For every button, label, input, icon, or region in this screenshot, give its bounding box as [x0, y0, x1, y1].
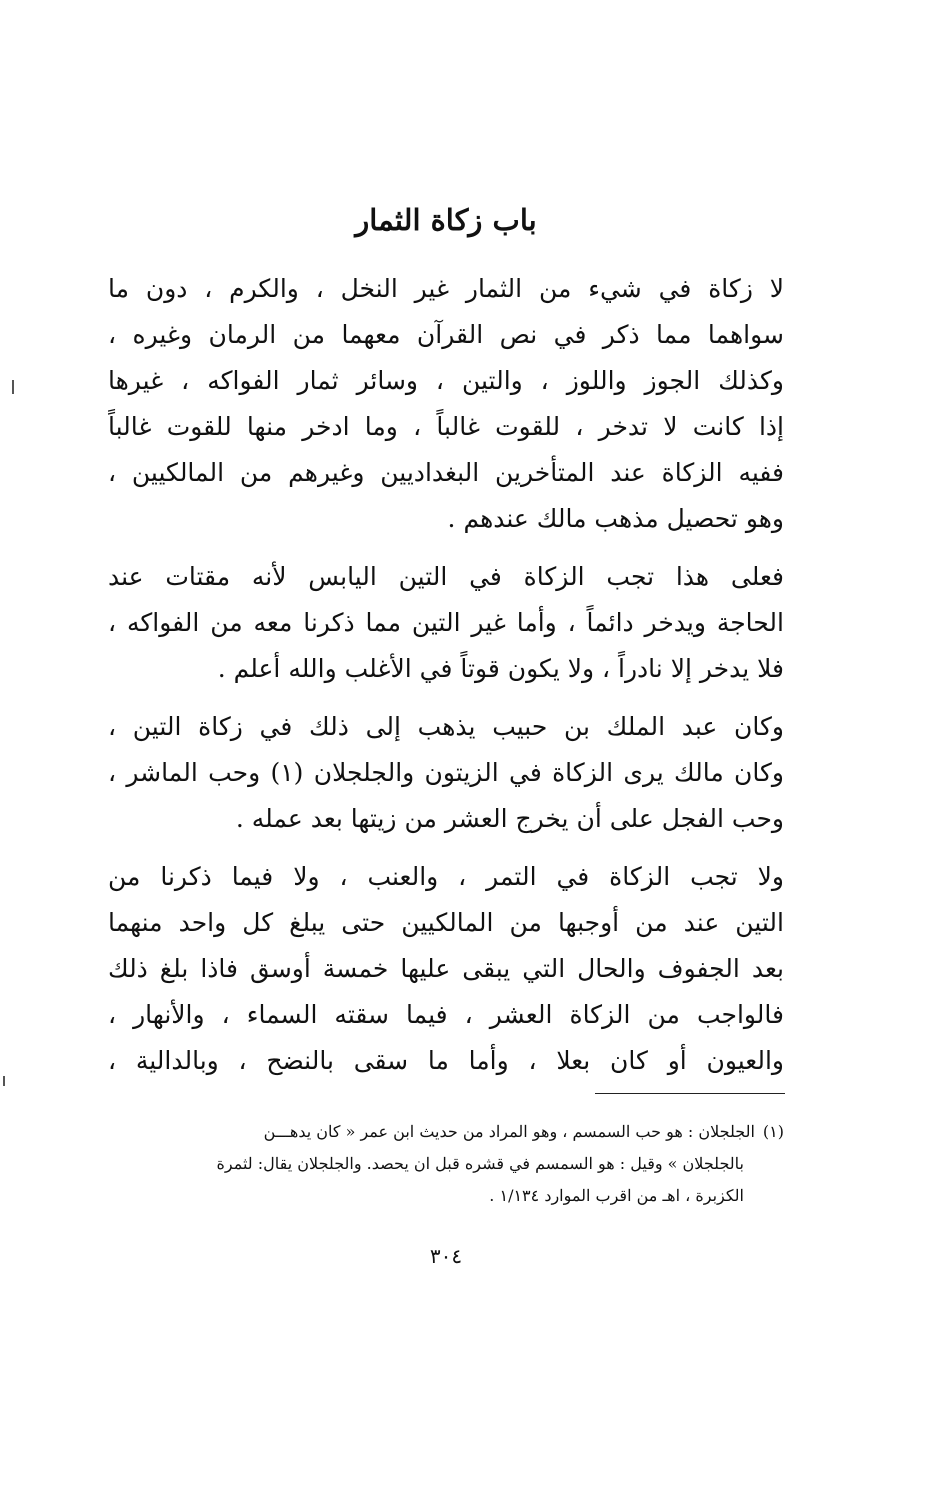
text-line: لا زكاة في شيء من الثمار غير النخل ، والكرم ، دون ما — [108, 274, 784, 303]
text-line: والعيون أو كان بعلا ، وأما ما سقى بالنضح ، وبالدالية ، — [108, 1046, 784, 1075]
chapter-title: باب زكاة الثمار — [355, 203, 537, 237]
footnote-line — [108, 1116, 784, 1148]
footnote-line: الكزبرة ، اهـ من اقرب الموارد ١/١٣٤ . — [489, 1186, 744, 1205]
text-line: الحاجة ويدخر دائماً ، وأما غير التين مما ذكرنا معه من الفواكه ، — [108, 608, 784, 637]
text-line: فالواجب من الزكاة العشر ، فيما سقته السماء ، والأنهار ، — [108, 1000, 784, 1029]
text-line: ولا تجب الزكاة في التمر ، والعنب ، ولا فيما ذكرنا من — [108, 862, 784, 891]
scan-artifact — [3, 1076, 5, 1086]
body-text — [108, 266, 784, 1096]
text-line: وحب الفجل على أن يخرج العشر من زيتها بعد عمله . — [235, 804, 784, 833]
page-number: ٣٠٤ — [429, 1244, 463, 1268]
text-line: سواهما مما ذكر في نص القرآن معهما من الرمان وغيره ، — [108, 320, 784, 349]
footnote-line: بالجلجلان » وقيل : هو السمسم في قشره قبل ان يحصد. والجلجلان يقال: لثمرة — [216, 1154, 744, 1173]
footnote-separator — [595, 1093, 785, 1094]
paragraph-4 — [108, 854, 784, 1084]
paragraph-2 — [108, 554, 784, 692]
footnote-text: الجلجلان : هو حب السمسم ، وهو المراد من حديث ابن عمر « كان يدهـــن — [263, 1122, 755, 1141]
text-line: وكان عبد الملك بن حبيب يذهب إلى ذلك في زكاة التين ، — [108, 712, 784, 741]
text-line: وهو تحصيل مذهب مالك عندهم . — [447, 504, 784, 533]
text-line: ففيه الزكاة عند المتأخرين البغداديين وغيرهم من المالكيين ، — [108, 458, 784, 487]
text-line: فعلى هذا تجب الزكاة في التين اليابس لأنه مقتات عند — [108, 562, 784, 591]
text-line: فلا يدخر إلا نادراً ، ولا يكون قوتاً في الأغلب والله أعلم . — [217, 654, 784, 683]
text-line: وكذلك الجوز واللوز ، والتين ، وسائر ثمار الفواكه ، غيرها — [108, 366, 784, 395]
footnote — [108, 1116, 784, 1212]
text-line: التين عند من أوجبها من المالكيين حتى يبلغ كل واحد منهما — [108, 908, 784, 937]
paragraph-1 — [108, 266, 784, 542]
text-line: بعد الجفوف والحال التي يبقى عليها خمسة أوسق فاذا بلغ ذلك — [108, 954, 784, 983]
paragraph-3 — [108, 704, 784, 842]
scan-artifact — [12, 380, 14, 394]
footnote-marker: (١) — [762, 1122, 784, 1141]
text-line: وكان مالك يرى الزكاة في الزيتون والجلجلان (١) وحب الماشر ، — [108, 758, 784, 787]
text-line: إذا كانت لا تدخر ، للقوت غالباً ، وما ادخر منها للقوت غالباً — [108, 412, 784, 441]
